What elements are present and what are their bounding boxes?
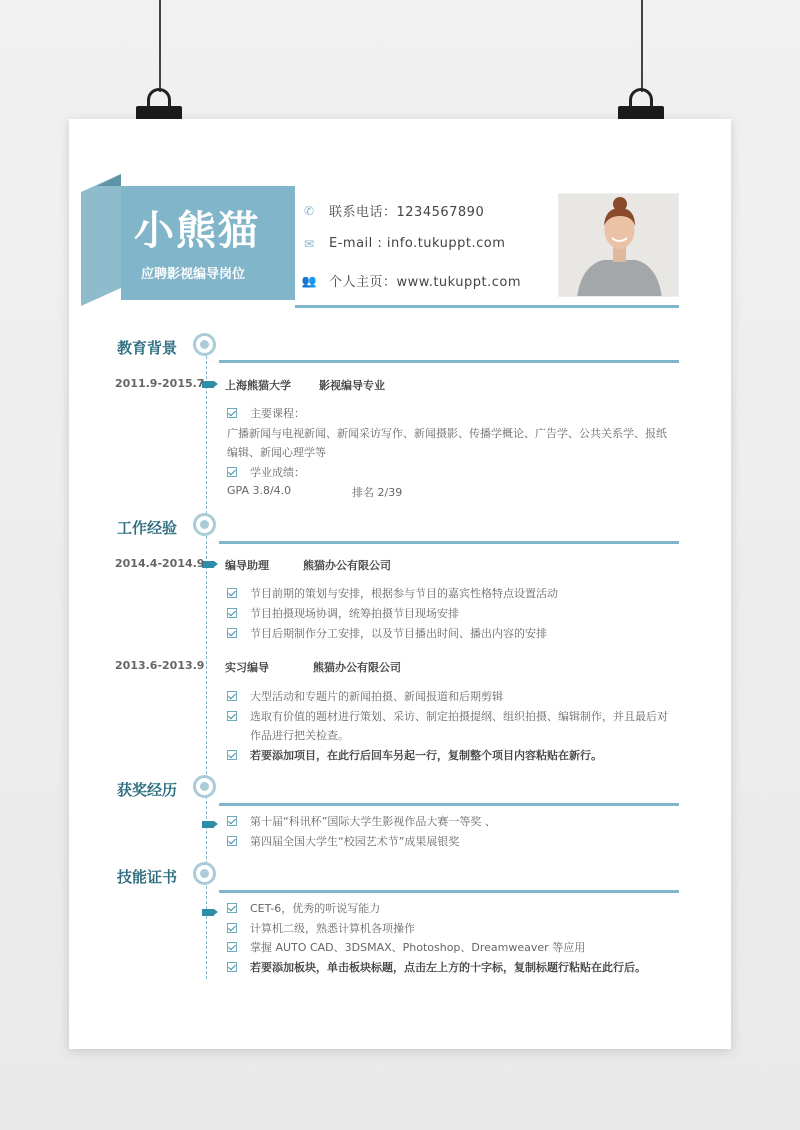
list-item: 节目拍摄现场协调，统筹拍摄节目现场安排 [227,605,459,621]
list-item: 若要添加项目，在此行后回车另起一行，复制整个项目内容粘贴在新行。 [227,747,602,763]
list-item: 节目后期制作分工安排，以及节目播出时间、播出内容的安排 [227,625,547,641]
job-date: 2014.4-2014.9 [115,557,205,570]
job-company: 熊猫办公有限公司 [313,661,401,674]
candidate-name: 小熊猫 [134,208,260,254]
homepage-row [301,271,521,290]
profile-photo [558,193,679,297]
major-name: 影视编导专业 [319,379,385,392]
checkbox-icon [227,691,237,701]
checkbox-icon [227,608,237,618]
checkbox-icon [227,467,237,477]
phone-icon: ✆ [303,203,315,218]
list-item: 计算机二级，熟悉计算机各项操作 [227,920,415,936]
section-title-skills: 技能证书 [117,868,178,886]
checkbox-icon [227,711,237,721]
courses-line-2: 编辑、新闻心理学等 [227,446,326,459]
checkbox-icon [227,962,237,972]
checkbox-icon [227,942,237,952]
section-line [219,803,679,806]
list-item: 主要课程： [227,405,305,421]
checkbox-icon [227,628,237,638]
job-role: 实习编导 [225,661,269,674]
checkbox-icon [227,836,237,846]
section-line [219,541,679,544]
target-icon [193,333,216,356]
job-title: 应聘影视编导岗位 [141,267,246,282]
section-title-work: 工作经验 [117,519,178,537]
timeline-marker [202,821,214,828]
list-item: 若要添加板块，单击板块标题，点击左上方的十字标，复制标题行粘贴在此行后。 [227,959,646,975]
education-date: 2011.9-2015.7 [115,377,205,390]
email-row [301,236,505,251]
list-item: 节目前期的策划与安排，根据参与节目的嘉宾性格特点设置活动 [227,585,558,601]
checkbox-icon [227,408,237,418]
list-item: CET-6，优秀的听说写能力 [227,900,380,916]
target-icon [193,862,216,885]
section-title-education: 教育背景 [117,339,178,357]
gpa-text: GPA 3.8/4.0 [227,484,292,497]
list-item: 大型活动和专题片的新闻拍摄、新闻报道和后期剪辑 [227,688,503,704]
homepage-text: 个人主页：www.tukuppt.com [329,275,522,290]
school-name: 上海熊猫大学 [225,379,291,392]
checkbox-icon [227,750,237,760]
phone-row [301,201,484,220]
phone-text: 联系电话：1234567890 [329,205,485,220]
resume-paper [69,119,731,1049]
job-role: 编导助理 [225,559,269,572]
hanging-wire-right [641,0,643,92]
section-line [219,890,679,893]
section-title-awards: 获奖经历 [117,781,178,799]
list-item: 掌握 AUTO CAD、3DSMAX、Photoshop、Dreamweaver 等应用 [227,939,585,955]
checkbox-icon [227,923,237,933]
checkbox-icon [227,903,237,913]
list-item: 第四届全国大学生“校园艺术节”成果展银奖 [227,833,459,849]
mail-icon: ✉ [303,236,315,251]
hanging-wire-left [159,0,161,92]
email-text: E-mail : info.tukuppt.com [329,236,506,251]
section-line [219,360,679,363]
list-item: 第十届“科讯杯”国际大学生影视作品大赛一等奖 、 [227,813,496,829]
list-item: 选取有价值的题材进行策划、采访、制定拍摄提纲、组织拍摄、编辑制作，并且最后对 [227,708,668,724]
job-date: 2013.6-2013.9 [115,659,205,672]
target-icon [193,513,216,536]
courses-line-1: 广播新闻与电视新闻、新闻采访写作、新闻摄影、传播学概论、广告学、公共关系学、报纸 [227,427,667,440]
checkbox-icon [227,816,237,826]
checkbox-icon [227,588,237,598]
person-icon: 👥 [301,273,317,288]
job-company: 熊猫办公有限公司 [303,559,391,572]
list-item-continuation: 作品进行把关检查。 [250,729,349,742]
target-icon [193,775,216,798]
timeline-marker [202,909,214,916]
rank-text: 排名 2/39 [352,486,403,499]
list-item: 学业成绩： [227,464,305,480]
header-divider [295,305,679,308]
